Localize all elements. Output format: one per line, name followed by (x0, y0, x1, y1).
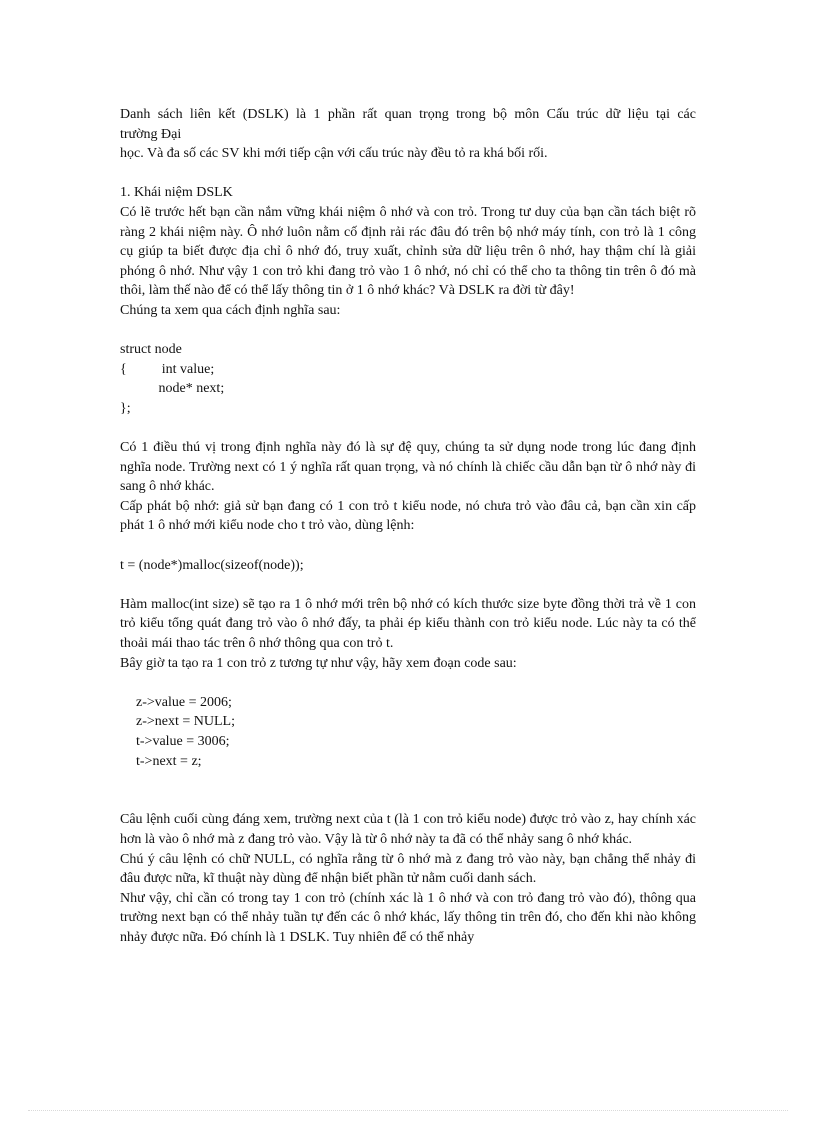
traversal-paragraph: Như vậy, chỉ cần có trong tay 1 con trỏ (chính xác là 1 ô nhớ và con trỏ đang trỏ vào đó), thông qua trường next bạn có thể nhảy tuần tự đến các ô nhớ khác, lấy thông tin trên đó, cho đến khi nào không nhảy được nữa. Đó chính là 1 DSLK. Tuy nhiên để có thể nhảy (120, 890, 696, 945)
code-line: t->value = 3006; (136, 734, 230, 749)
code-line: node* next; (120, 381, 225, 397)
spacer (120, 164, 696, 184)
malloc-code-line: t = (node*)malloc(sizeof(node)); (120, 557, 304, 573)
null-paragraph: Chú ý câu lệnh có chữ NULL, có nghĩa rằng từ ô nhớ mà z đang trỏ vào này, bạn chẳng thể nhảy đi đâu được nữa, kĩ thuật này dùng để nhận biết phần tử nằm cuối danh sách. (120, 851, 696, 887)
struct-code-block (120, 340, 696, 418)
section-heading: 1. Khái niệm DSLK (120, 185, 233, 201)
code-line: z->value = 2006; (136, 694, 232, 710)
spacer (120, 673, 696, 693)
pointer-z-paragraph: Bây giờ ta tạo ra 1 con trỏ z tương tự như vậy, hãy xem đoạn code sau: (120, 655, 517, 671)
intro-line-1: Danh sách liên kết (DSLK) là 1 phần rất quan trọng trong bộ môn Cấu trúc dữ liệu tại các (120, 107, 696, 122)
spacer (120, 536, 696, 556)
assign-code-block (120, 693, 696, 771)
definition-lead: Chúng ta xem qua cách định nghĩa sau: (120, 302, 341, 318)
spacer (120, 575, 696, 595)
allocation-paragraph: Cấp phát bộ nhớ: giả sử bạn đang có 1 con trỏ t kiểu node, nó chưa trỏ vào đâu cả, bạn cần xin cấp phát 1 ô nhớ mới kiểu node cho t trỏ vào, dùng lệnh: (120, 498, 696, 534)
malloc-paragraph: Hàm malloc(int size) sẽ tạo ra 1 ô nhớ mới trên bộ nhớ có kích thước size byte đồng thời trả về 1 con trỏ kiểu tổng quát đang trỏ vào ô nhớ đấy, ta phải ép kiểu thành con trỏ kiểu node. Lúc này ta có thể thoải mái thao tác trên ô nhớ thông qua con trỏ t. (120, 596, 696, 652)
code-line: t->next = z; (136, 753, 202, 769)
intro-line-2: trường Đại (120, 126, 182, 142)
recursion-paragraph: Có 1 điều thú vị trong định nghĩa này đó là sự đệ quy, chúng ta sử dụng node trong lúc đang định nghĩa node. Trường next có 1 ý nghĩa rất quan trọng, và nó chính là chiếc cầu dẫn bạn từ ô nhớ này đi sang ô nhớ khác. (120, 440, 696, 495)
definition-paragraph: Có lẽ trước hết bạn cần nắm vững khái niệm ô nhớ và con trỏ. Trong tư duy của bạn cần tách biệt rõ ràng 2 khái niệm này. Ô nhớ luôn nằm cố định rải rác đâu đó trên bộ nhớ máy tính, con trỏ là 1 công cụ giúp ta biết được địa chỉ ô nhớ đó, truy xuất, chỉnh sửa dữ liệu trên ô nhớ, hay thậm chí là giải phóng ô nhớ. Như vậy 1 con trỏ khi đang trỏ vào 1 ô nhớ, nó chỉ có thể cho ta thông tin trên ô đó mà thôi, làm thế nào để có thể lấy thông tin ở 1 ô nhớ khác? Và DSLK ra đời từ đây! (120, 204, 696, 299)
spacer (120, 419, 696, 439)
spacer (120, 771, 696, 791)
intro-line-3: học. Và đa số các SV khi mới tiếp cận với cấu trúc này đều tỏ ra khá bối rối. (120, 146, 548, 162)
code-line: struct node (120, 342, 182, 358)
page-bottom-rule (28, 1110, 788, 1111)
code-line: }; (120, 400, 131, 416)
document-body (120, 105, 696, 948)
last-statement-paragraph: Câu lệnh cuối cùng đáng xem, trường next của t (là 1 con trỏ kiểu node) được trỏ vào z, hay chính xác hơn là vào ô nhớ mà z đang trỏ vào. Vậy là từ ô nhớ này ta đã có thể nhảy sang ô nhớ khác. (120, 812, 696, 847)
intro-paragraph (120, 105, 696, 164)
code-line: { int value; (120, 361, 215, 377)
code-line: z->next = NULL; (136, 714, 235, 730)
spacer (120, 791, 696, 811)
spacer (120, 321, 696, 341)
